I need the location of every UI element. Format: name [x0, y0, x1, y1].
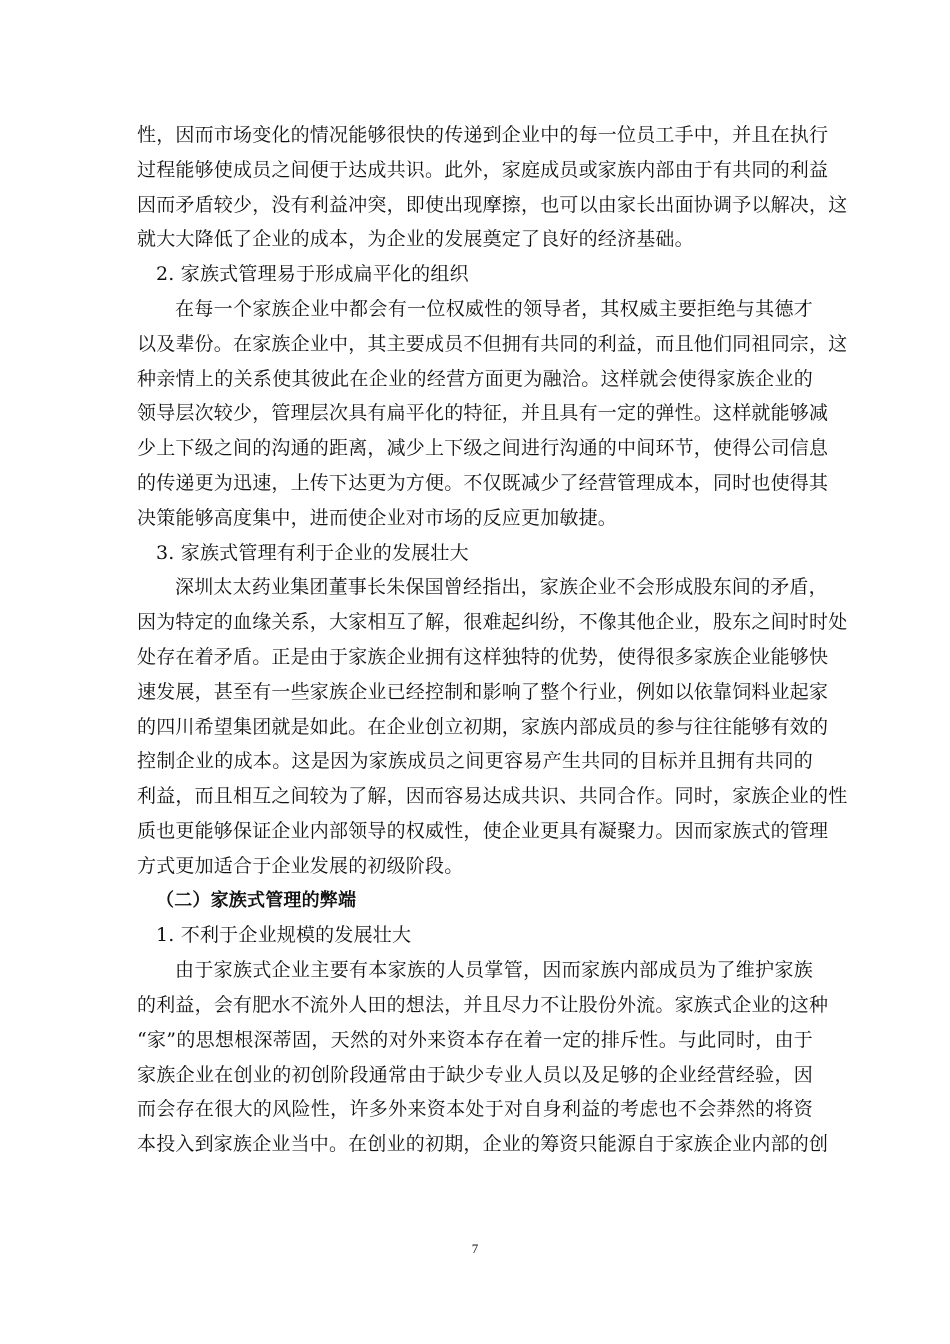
paragraph-line: 控制企业的成本。这是因为家族成员之间更容易产生共同的目标并且拥有共同的: [137, 750, 813, 773]
paragraph-line: “家”的思想根深蒂固，天然的对外来资本存在着一定的排斥性。与此同时，由于: [137, 1028, 813, 1051]
paragraph-line: 处存在着矛盾。正是由于家族企业拥有这样独特的优势，使得很多家族企业能够快: [137, 645, 829, 668]
paragraph-line: 的利益，会有肥水不流外人田的想法，并且尽力不让股份外流。家族式企业的这种: [137, 993, 829, 1016]
paragraph-line: 而会存在很大的风险性，许多外来资本处于对自身利益的考虑也不会莽然的将资: [137, 1098, 813, 1121]
paragraph-line: 利益，而且相互之间较为了解，因而容易达成共识、共同合作。同时，家族企业的性: [137, 785, 848, 808]
subsection-heading: 2. 家族式管理易于形成扁平化的组织: [156, 263, 469, 286]
paragraph-line: 因为特定的血缘关系，大家相互了解，很难起纠纷，不像其他企业，股东之间时时处: [137, 611, 848, 634]
paragraph-line: 质也更能够保证企业内部领导的权威性，使企业更具有凝聚力。因而家族式的管理: [137, 819, 829, 842]
body-text: [137, 118, 848, 1162]
subsection-heading: 3. 家族式管理有利于企业的发展壮大: [156, 541, 469, 564]
paragraph-line: 因而矛盾较少，没有利益冲突，即使出现摩擦，也可以由家长出面协调予以解决，这: [137, 193, 848, 216]
paragraph-line: 速发展，甚至有一些家族企业已经控制和影响了整个行业，例如以依靠饲料业起家: [137, 680, 829, 703]
paragraph-line: 的四川希望集团就是如此。在企业创立初期，家族内部成员的参与往往能够有效的: [137, 715, 829, 738]
paragraph-line: 过程能够使成员之间便于达成共识。此外，家庭成员或家族内部由于有共同的利益: [137, 158, 829, 181]
paragraph-line: 方式更加适合于企业发展的初级阶段。: [137, 854, 464, 877]
paragraph-line: 性，因而市场变化的情况能够很快的传递到企业中的每一位员工手中，并且在执行: [137, 124, 829, 146]
page-number: 7: [471, 1241, 479, 1256]
paragraph-line: 就大大降低了企业的成本，为企业的发展奠定了良好的经济基础。: [137, 228, 694, 251]
paragraph-line: 家族企业在创业的初创阶段通常由于缺少专业人员以及足够的企业经营经验，因: [137, 1063, 813, 1086]
paragraph-line: 领导层次较少，管理层次具有扁平化的特征，并且具有一定的弹性。这样就能够减: [137, 402, 829, 425]
paragraph-line: 少上下级之间的沟通的距离，减少上下级之间进行沟通的中间环节，使得公司信息: [137, 437, 829, 460]
paragraph-line: 种亲情上的关系使其彼此在企业的经营方面更为融洽。这样就会使得家族企业的: [137, 367, 813, 390]
paragraph-line: 本投入到家族企业当中。在创业的初期，企业的筹资只能源自于家族企业内部的创: [137, 1133, 829, 1156]
section-heading: （二）家族式管理的弊端: [156, 889, 357, 911]
paragraph-line: 由于家族式企业主要有本家族的人员掌管，因而家族内部成员为了维护家族: [175, 959, 813, 982]
subsection-heading: 1. 不利于企业规模的发展壮大: [156, 924, 412, 947]
paragraph-line: 以及辈份。在家族企业中，其主要成员不但拥有共同的利益，而且他们同祖同宗，这: [137, 332, 848, 355]
paragraph-line: 决策能够高度集中，进而使企业对市场的反应更加敏捷。: [137, 506, 618, 529]
paragraph-line: 在每一个家族企业中都会有一位权威性的领导者，其权威主要拒绝与其德才: [175, 297, 813, 320]
paragraph-line: 深圳太太药业集团董事长朱保国曾经指出，家族企业不会形成股东间的矛盾，: [175, 576, 828, 599]
paragraph-line: 的传递更为迅速，上传下达更为方便。不仅既减少了经营管理成本，同时也使得其: [137, 471, 829, 494]
